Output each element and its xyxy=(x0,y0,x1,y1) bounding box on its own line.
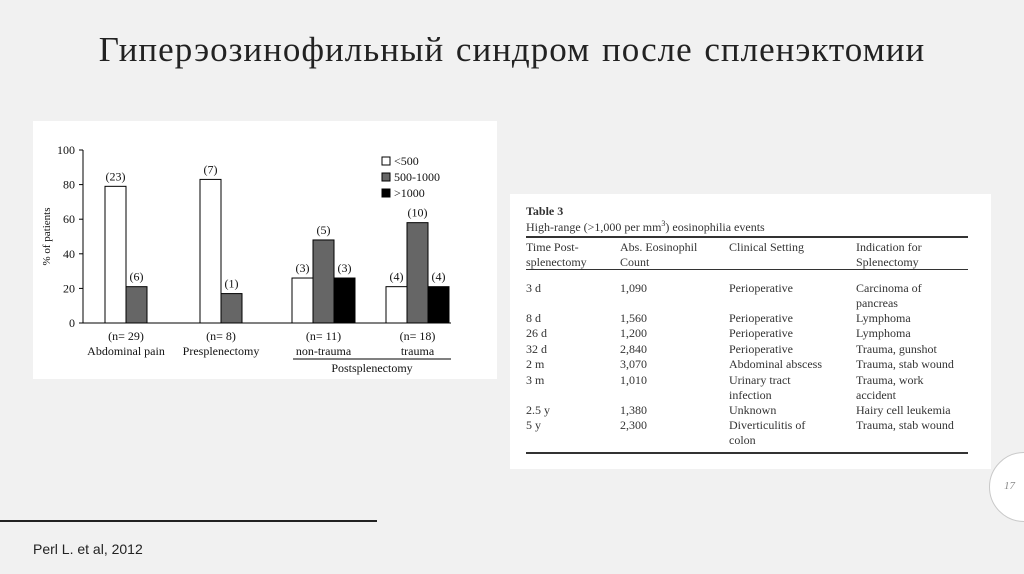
bar-3-3 xyxy=(334,278,355,323)
cell-clinical-setting xyxy=(729,326,793,341)
cell-clinical-setting-line: Perioperative xyxy=(729,311,793,325)
cell-time-line: 2.5 y xyxy=(526,403,550,417)
cell-abs-count xyxy=(620,357,647,372)
cell-time xyxy=(526,403,550,418)
header-indication xyxy=(856,240,922,270)
y-tick-label: 20 xyxy=(63,281,75,296)
cell-indication-line: Carcinoma of xyxy=(856,281,922,295)
cell-time xyxy=(526,311,541,326)
cell-abs-count xyxy=(620,326,647,341)
bar-count-label: (10) xyxy=(407,205,428,220)
header-time-line: Time Post- xyxy=(526,240,579,254)
bar-1-1 xyxy=(105,186,126,323)
bar-count-label: (5) xyxy=(316,222,331,237)
group-n-label: (n= 29) xyxy=(108,329,144,343)
header-clinical-setting-line: Clinical Setting xyxy=(729,240,804,254)
bar-count-label: (6) xyxy=(129,269,144,284)
cell-indication-line: Lymphoma xyxy=(856,326,911,340)
cell-abs-count-line: 2,300 xyxy=(620,418,647,432)
group-name-label: trauma xyxy=(400,344,435,358)
y-axis-label: % of patients xyxy=(41,207,53,266)
bar-chart-panel xyxy=(33,121,497,379)
cell-time xyxy=(526,326,547,341)
cell-indication xyxy=(856,373,924,403)
cell-indication-line: Lymphoma xyxy=(856,311,911,325)
legend-swatch xyxy=(382,189,390,197)
cell-time xyxy=(526,281,541,296)
legend-label: >1000 xyxy=(394,186,425,200)
table-caption: High-range (>1,000 per $mm^3$) eosinophilia events xyxy=(526,219,765,234)
cell-clinical-setting xyxy=(729,342,793,357)
group-name-label: Abdominal pain xyxy=(87,344,165,358)
y-tick-label: 0 xyxy=(69,316,75,330)
legend-swatch xyxy=(382,157,390,165)
slide-title: Гиперэозинофильный синдром после спленэктомии xyxy=(98,30,926,69)
bar-2-1 xyxy=(200,179,221,323)
cell-abs-count-line: 1,200 xyxy=(620,326,647,340)
header-indication-line: Indication for xyxy=(856,240,922,254)
bar-count-label: (7) xyxy=(203,162,218,177)
group-n-label: (n= 11) xyxy=(305,329,342,343)
y-tick-label: 60 xyxy=(63,212,75,227)
cell-clinical-setting-line: Perioperative xyxy=(729,281,793,295)
cell-indication-line: Trauma, stab wound xyxy=(856,357,954,371)
cell-indication xyxy=(856,418,954,433)
cell-time-line: 32 d xyxy=(526,342,547,356)
footer-rule xyxy=(0,520,377,522)
cell-clinical-setting-line: Urinary tract xyxy=(729,373,791,387)
cell-indication-line: pancreas xyxy=(856,296,898,310)
cell-abs-count xyxy=(620,373,647,388)
page-number-badge: 17 xyxy=(989,452,1024,522)
cell-time-line: 3 m xyxy=(526,373,545,387)
cell-abs-count-line: 2,840 xyxy=(620,342,647,356)
bar-2-2 xyxy=(221,294,242,323)
legend-label: <500 xyxy=(394,154,419,168)
bar-4-1 xyxy=(386,287,407,323)
cell-abs-count xyxy=(620,342,647,357)
legend-swatch xyxy=(382,173,390,181)
cell-indication-line: Trauma, gunshot xyxy=(856,342,937,356)
cell-abs-count-line: 1,090 xyxy=(620,281,647,295)
cell-clinical-setting xyxy=(729,311,793,326)
header-time xyxy=(526,240,587,270)
header-abs-count xyxy=(620,240,697,270)
cell-abs-count-line: 1,380 xyxy=(620,403,647,417)
group-name-label: Presplenectomy xyxy=(182,344,260,358)
cell-time xyxy=(526,373,544,388)
bar-3-1 xyxy=(292,278,313,323)
cell-clinical-setting xyxy=(729,357,822,372)
cell-time-line: 5 y xyxy=(526,418,541,432)
cell-clinical-setting-line: infection xyxy=(729,388,772,402)
cell-clinical-setting-line: Unknown xyxy=(729,403,777,417)
bar-3-2 xyxy=(313,240,334,323)
bar-count-label: (4) xyxy=(389,269,404,284)
table-bottom-rule xyxy=(526,452,968,454)
y-tick-label: 80 xyxy=(63,177,75,192)
bar-1-2 xyxy=(126,287,147,323)
cell-indication xyxy=(856,281,922,311)
header-indication-line: Splenectomy xyxy=(856,255,919,269)
cell-clinical-setting-line: Diverticulitis of xyxy=(729,418,806,432)
cell-abs-count xyxy=(620,418,647,433)
cell-time-line: 2 m xyxy=(526,357,545,371)
cell-indication-line: Hairy cell leukemia xyxy=(856,403,951,417)
cell-time-line: 3 d xyxy=(526,281,541,295)
header-abs-count-line: Abs. Eosinophil xyxy=(620,240,698,254)
cell-time-line: 8 d xyxy=(526,311,541,325)
cell-indication xyxy=(856,403,951,418)
cell-abs-count xyxy=(620,403,647,418)
cell-abs-count-line: 3,070 xyxy=(620,357,647,371)
eosinophilia-table xyxy=(510,194,991,469)
header-abs-count-line: Count xyxy=(620,255,650,269)
citation: Perl L. et al, 2012 xyxy=(33,541,143,557)
legend-label: 500-1000 xyxy=(394,170,440,184)
cell-indication-line: Trauma, work xyxy=(856,373,924,387)
cell-clinical-setting-line: Perioperative xyxy=(729,342,793,356)
table-top-rule xyxy=(526,236,968,238)
bar-4-3 xyxy=(428,287,449,323)
y-tick-label: 40 xyxy=(63,246,75,261)
cell-abs-count xyxy=(620,281,647,296)
cell-clinical-setting xyxy=(729,403,776,418)
bar-count-label: (1) xyxy=(224,276,239,291)
cell-abs-count xyxy=(620,311,647,326)
header-clinical-setting xyxy=(729,240,804,255)
cell-abs-count-line: 1,010 xyxy=(620,373,647,387)
cell-clinical-setting-line: Abdominal abscess xyxy=(729,357,822,371)
cell-indication xyxy=(856,326,911,341)
cell-indication-line: Trauma, stab wound xyxy=(856,418,954,432)
cell-time xyxy=(526,342,547,357)
bar-count-label: (4) xyxy=(431,269,446,284)
bar-count-label: (3) xyxy=(295,261,310,276)
cell-abs-count-line: 1,560 xyxy=(620,311,647,325)
group-caption: Postsplenectomy xyxy=(331,361,413,375)
group-name-label: non-trauma xyxy=(295,344,352,358)
cell-clinical-setting xyxy=(729,418,805,448)
cell-time-line: 26 d xyxy=(526,326,547,340)
cell-indication-line: accident xyxy=(856,388,896,402)
cell-clinical-setting-line: colon xyxy=(729,433,756,447)
group-n-label: (n= 18) xyxy=(399,329,436,343)
bar-count-label: (3) xyxy=(337,261,352,276)
eosinophil-bar-chart xyxy=(33,121,497,379)
cell-indication xyxy=(856,342,937,357)
cell-time xyxy=(526,418,541,433)
header-time-line: splenectomy xyxy=(526,255,587,269)
group-n-label: (n= 8) xyxy=(206,329,236,343)
cell-clinical-setting xyxy=(729,281,793,296)
cell-indication xyxy=(856,311,911,326)
cell-indication xyxy=(856,357,954,372)
y-tick-label: 100 xyxy=(57,143,75,157)
cell-clinical-setting xyxy=(729,373,791,403)
bar-count-label: (23) xyxy=(105,169,126,184)
cell-time xyxy=(526,357,544,372)
cell-clinical-setting-line: Perioperative xyxy=(729,326,793,340)
bar-4-2 xyxy=(407,223,428,323)
table-title: Table 3 xyxy=(526,204,564,218)
